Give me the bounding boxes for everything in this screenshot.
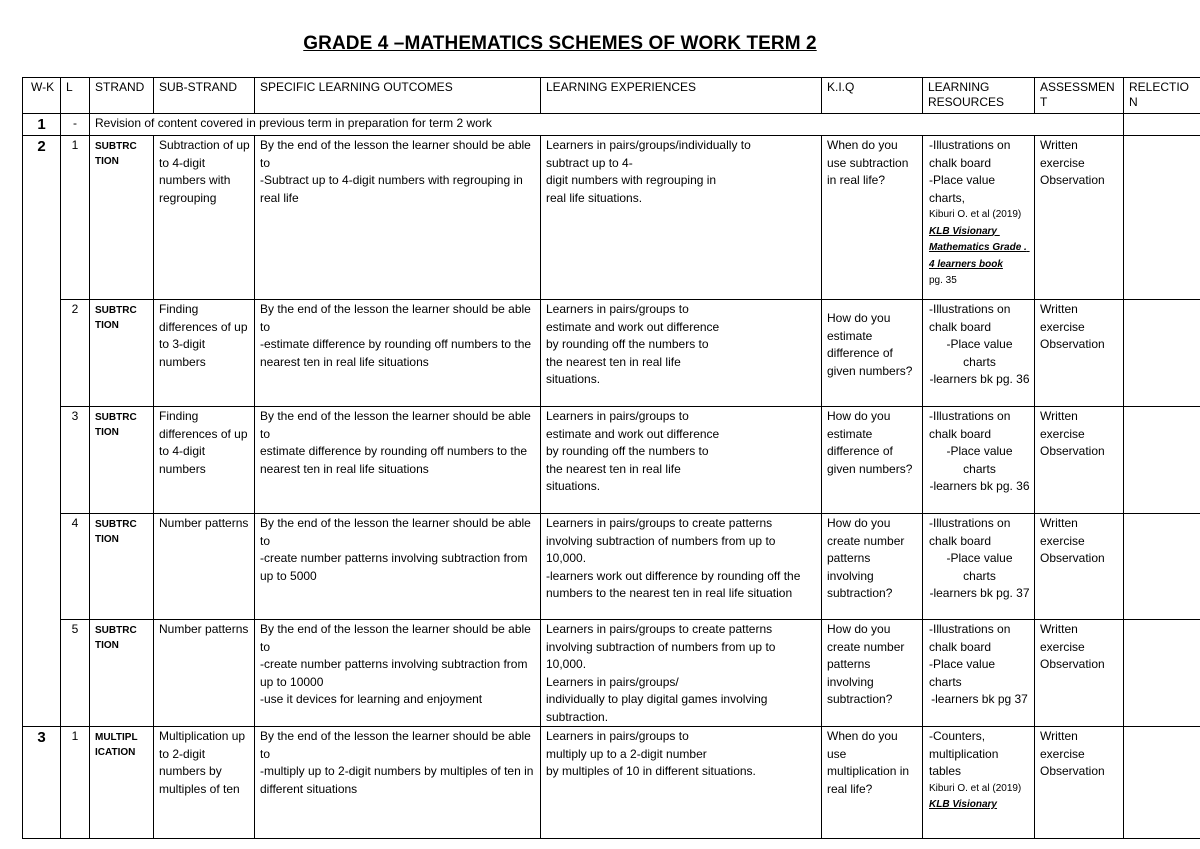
lesson-row: [23, 727, 1200, 839]
learning-outcomes-cell-line: By the end of the lesson the learner should be able to: [260, 729, 531, 761]
assessment-cell-line: Written exercise: [1040, 138, 1085, 170]
header-assessment: ASSESSMENT: [1035, 78, 1124, 114]
resource-line: -Counters, multiplication tables: [929, 729, 1002, 778]
lesson-number: -: [61, 114, 90, 136]
lesson-number: 4: [61, 514, 90, 620]
learning-outcomes-cell: [255, 727, 541, 839]
assessment-cell-line: Written exercise: [1040, 302, 1085, 334]
learning-outcomes-cell: [255, 300, 541, 407]
learning-outcomes-cell-line: -create number patterns involving subtraction from up to 10000: [260, 657, 528, 689]
lesson-number: 3: [61, 407, 90, 514]
lesson-number: 5: [61, 620, 90, 727]
lesson-number: 1: [61, 727, 90, 839]
reflection-cell: [1124, 114, 1200, 136]
substrand-cell: Finding differences of up to 4-digit numbers: [154, 407, 255, 514]
kiq-cell: How do you estimate difference of given numbers?: [822, 300, 923, 407]
kiq-cell: How do you estimate difference of given numbers?: [822, 407, 923, 514]
reflection-cell: [1124, 136, 1200, 300]
learning-resources-cell: [923, 300, 1035, 407]
learning-experiences-cell-line: real life situations.: [546, 190, 643, 205]
reflection-cell: [1124, 514, 1200, 620]
reflection-cell: [1124, 727, 1200, 839]
lesson-row: [23, 620, 1200, 727]
learning-outcomes-cell: [255, 136, 541, 300]
assessment-cell-line: Observation: [1040, 657, 1105, 671]
learning-experiences-cell-line: Learners in pairs/groups/: [546, 674, 679, 689]
week-number: 3: [23, 727, 61, 839]
strand-cell: SUBTRC TION: [90, 620, 154, 727]
learning-outcomes-cell: [255, 407, 541, 514]
substrand-cell: Number patterns: [154, 514, 255, 620]
learning-experiences-cell-line: the nearest ten in real life: [546, 354, 681, 369]
resource-line: -Illustrations on chalk board: [929, 138, 1014, 170]
learning-experiences-cell-line: Learners in pairs/groups to: [546, 302, 689, 316]
resource-line: -Illustrations on chalk board: [929, 516, 1014, 548]
header-strand: STRAND: [90, 78, 154, 114]
learning-experiences-cell-line: by rounding off the numbers to: [546, 444, 709, 458]
kiq-cell: How do you create number patterns involving subtraction?: [822, 620, 923, 727]
learning-experiences-cell-line: by rounding off the numbers to: [546, 337, 709, 351]
resource-line: KLB Visionary: [929, 799, 997, 810]
learning-resources-cell: [923, 407, 1035, 514]
lesson-row: [23, 300, 1200, 407]
assessment-cell-line: Written exercise: [1040, 409, 1085, 441]
strand-cell: MULTIPL ICATION: [90, 727, 154, 839]
lesson-row: [23, 407, 1200, 514]
resource-line: -Place value charts,: [929, 173, 999, 205]
substrand-cell: Finding differences of up to 3-digit numbers: [154, 300, 255, 407]
page-title: GRADE 4 –MATHEMATICS SCHEMES OF WORK TERM 2: [303, 33, 817, 54]
learning-experiences-cell-line: multiply up to a 2-digit number: [546, 746, 707, 761]
assessment-cell: [1035, 407, 1124, 514]
learning-outcomes-cell-line: -multiply up to 2-digit numbers by multiples of ten in different situations: [260, 764, 534, 796]
revision-row: [23, 114, 1200, 136]
learning-experiences-cell: [541, 136, 822, 300]
assessment-cell: [1035, 620, 1124, 727]
assessment-cell: [1035, 136, 1124, 300]
assessment-cell-line: Observation: [1040, 764, 1105, 778]
resource-line: KLB Visionary Mathematics Grade . 4 learners book: [929, 225, 1030, 270]
assessment-cell: [1035, 727, 1124, 839]
resource-line: -Illustrations on chalk board: [929, 622, 1014, 654]
resource-line: -Illustrations on chalk board: [929, 409, 1014, 441]
lesson-row: [23, 136, 1200, 300]
learning-outcomes-cell: [255, 514, 541, 620]
assessment-cell-line: Observation: [1040, 444, 1105, 458]
learning-resources-cell: [923, 514, 1035, 620]
learning-resources-cell: [923, 620, 1035, 727]
learning-outcomes-cell-line: By the end of the lesson the learner should be able to: [260, 516, 531, 548]
resource-line: Kiburi O. et al (2019): [929, 782, 1022, 794]
strand-cell: SUBTRC TION: [90, 300, 154, 407]
kiq-cell: When do you use multiplication in real life?: [822, 727, 923, 839]
learning-outcomes-cell: [255, 620, 541, 727]
learning-outcomes-cell-line: By the end of the lesson the learner should be able to: [260, 622, 531, 654]
assessment-cell: [1035, 514, 1124, 620]
header-row: [23, 78, 1200, 114]
assessment-cell: [1035, 300, 1124, 407]
assessment-cell-line: Written exercise: [1040, 622, 1085, 654]
header-reflection: RELECTION: [1124, 78, 1200, 114]
lesson-row: [23, 514, 1200, 620]
learning-experiences-cell-line: -learners work out difference by rounding off the numbers to the nearest ten in real life situation: [546, 568, 801, 600]
learning-outcomes-cell-line: -use it devices for learning and enjoyment: [260, 692, 483, 706]
header-substrand: SUB-STRAND: [154, 78, 255, 114]
learning-experiences-cell-line: the nearest ten in real life: [546, 461, 681, 476]
learning-experiences-cell-line: estimate and work out difference: [546, 319, 720, 334]
resource-line: -learners bk pg. 36: [929, 372, 1030, 386]
learning-experiences-cell: [541, 514, 822, 620]
learning-experiences-cell-line: by multiples of 10 in different situations.: [546, 764, 756, 778]
resource-line: -Place value charts: [929, 657, 999, 689]
substrand-cell: Subtraction of up to 4-digit numbers with regrouping: [154, 136, 255, 300]
learning-resources-cell: [923, 727, 1035, 839]
learning-experiences-cell-line: Learners in pairs/groups/individually to: [546, 138, 751, 152]
kiq-cell: When do you use subtraction in real life?: [822, 136, 923, 300]
learning-experiences-cell: [541, 620, 822, 727]
substrand-cell: Number patterns: [154, 620, 255, 727]
resource-line: -Place value charts: [946, 444, 1016, 476]
header-learning-outcomes: SPECIFIC LEARNING OUTCOMES: [255, 78, 541, 114]
reflection-cell: [1124, 407, 1200, 514]
learning-resources-cell: [923, 136, 1035, 300]
learning-experiences-cell-line: estimate and work out difference: [546, 426, 720, 441]
learning-experiences-cell: [541, 727, 822, 839]
learning-outcomes-cell-line: By the end of the lesson the learner should be able to: [260, 409, 531, 441]
resource-line: -learners bk pg. 36: [929, 479, 1030, 493]
resource-line: -Place value charts: [946, 337, 1016, 369]
learning-outcomes-cell-line: By the end of the lesson the learner should be able to: [260, 302, 531, 334]
resource-line: -learners bk pg. 37: [929, 586, 1030, 600]
resource-line: -Place value charts: [946, 551, 1016, 583]
learning-experiences-cell-line: Learners in pairs/groups to: [546, 729, 689, 743]
learning-experiences-cell-line: Learners in pairs/groups to create patterns involving subtraction of numbers from up to 10,000.: [546, 516, 776, 565]
kiq-cell: How do you create number patterns involving subtraction?: [822, 514, 923, 620]
reflection-cell: [1124, 300, 1200, 407]
schemes-table: [22, 77, 1200, 839]
learning-experiences-cell-line: situations.: [546, 372, 601, 386]
lesson-number: 1: [61, 136, 90, 300]
header-lesson: L: [61, 78, 90, 114]
assessment-cell-line: Written exercise: [1040, 516, 1085, 548]
learning-experiences-cell: [541, 300, 822, 407]
learning-experiences-cell: [541, 407, 822, 514]
revision-text: Revision of content covered in previous term in preparation for term 2 work: [90, 114, 1124, 136]
resource-line: Kiburi O. et al (2019): [929, 209, 1022, 220]
assessment-cell-line: Written exercise: [1040, 729, 1085, 761]
learning-outcomes-cell-line: -estimate difference by rounding off numbers to the nearest ten in real life situations: [260, 337, 532, 369]
learning-experiences-cell-line: Learners in pairs/groups to create patterns involving subtraction of numbers from up to 10,000.: [546, 622, 776, 671]
week-number: 1: [23, 114, 61, 136]
learning-outcomes-cell-line: estimate difference by rounding off numbers to the nearest ten in real life situations: [260, 444, 528, 476]
learning-experiences-cell-line: subtract up to 4-: [546, 155, 633, 170]
learning-outcomes-cell-line: -create number patterns involving subtraction from up to 5000: [260, 551, 528, 583]
strand-cell: SUBTRC TION: [90, 514, 154, 620]
learning-experiences-cell-line: individually to play digital games involving subtraction.: [546, 692, 768, 724]
substrand-cell: Multiplication up to 2-digit numbers by multiples of ten: [154, 727, 255, 839]
assessment-cell-line: Observation: [1040, 173, 1105, 187]
strand-cell: SUBTRC TION: [90, 136, 154, 300]
learning-experiences-cell-line: Learners in pairs/groups to: [546, 409, 689, 423]
learning-outcomes-cell-line: -Subtract up to 4-digit numbers with regrouping in real life: [260, 173, 523, 205]
strand-cell: SUBTRC TION: [90, 407, 154, 514]
resource-line: -Illustrations on chalk board: [929, 302, 1014, 334]
header-learning-experiences: LEARNING EXPERIENCES: [541, 78, 822, 114]
lesson-number: 2: [61, 300, 90, 407]
header-wk: W-K: [23, 78, 61, 114]
assessment-cell-line: Observation: [1040, 337, 1105, 351]
header-kiq: K.I.Q: [822, 78, 923, 114]
week-number: 2: [23, 136, 61, 727]
resource-line: -learners bk pg 37: [931, 692, 1028, 706]
header-learning-resources: LEARNING RESOURCES: [923, 78, 1035, 114]
learning-outcomes-cell-line: By the end of the lesson the learner should be able to: [260, 138, 531, 170]
learning-experiences-cell-line: digit numbers with regrouping in: [546, 173, 717, 187]
resource-line: pg. 35: [929, 275, 957, 286]
learning-experiences-cell-line: situations.: [546, 479, 601, 493]
reflection-cell: [1124, 620, 1200, 727]
assessment-cell-line: Observation: [1040, 551, 1105, 565]
